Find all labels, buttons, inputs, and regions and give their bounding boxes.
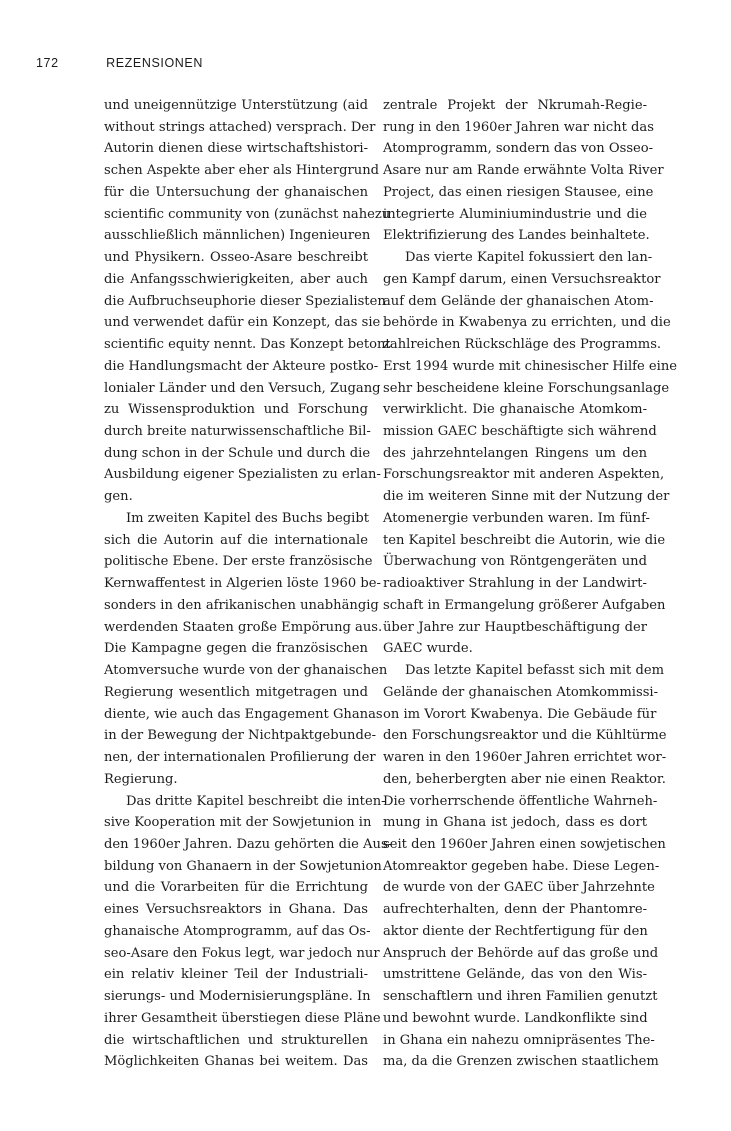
text-line: sierungs- und Modernisierungspläne. In	[104, 989, 371, 1005]
text-line: seit den 1960er Jahren einen sowjetischen	[383, 836, 666, 852]
text-line: zu Wissensproduktion und Forschung	[104, 402, 368, 418]
text-line: und uneigennützige Unterstützung (aid	[104, 98, 368, 113]
text-line: Das vierte Kapitel fokussiert den lan-	[405, 250, 653, 266]
text-line: eines Versuchsreaktors in Ghana. Das	[104, 902, 368, 918]
text-line: integrierte Aluminiumindustrie und die	[383, 206, 647, 222]
text-line: Forschungsreaktor mit anderen Aspekten,	[383, 467, 665, 483]
text-line: GAEC wurde.	[383, 641, 473, 657]
text-line: umstrittene Gelände, das von den Wis-	[383, 967, 647, 983]
text-line: sehr bescheidene kleine Forschungsanlage	[383, 380, 670, 396]
text-line: den 1960er Jahren. Dazu gehörten die Aus-	[104, 836, 393, 852]
text-line: Möglichkeiten Ghanas bei weitem. Das	[104, 1054, 368, 1070]
text-line: Anspruch der Behörde auf das große und	[383, 945, 659, 961]
text-line: des jahrzehntelangen Ringens um den	[383, 445, 647, 461]
text-line: schen Aspekte aber eher als Hintergrund	[104, 163, 380, 179]
text-line: scientific community von (zunächst nahezu	[104, 206, 391, 222]
right-text-column	[383, 95, 678, 1073]
text-line: Gelände der ghanaischen Atomkommissi-	[383, 684, 659, 700]
text-line: Im zweiten Kapitel des Buchs begibt	[126, 510, 369, 526]
text-line: für die Untersuchung der ghanaischen	[104, 184, 368, 200]
text-line: Autorin dienen diese wirtschaftshistori-	[104, 141, 368, 157]
text-line: in der Bewegung der Nichtpaktgebunde-	[104, 728, 376, 744]
text-line: gen.	[104, 489, 133, 505]
text-line: Die vorherrschende öffentliche Wahrneh-	[383, 793, 658, 809]
text-line: Überwachung von Röntgengeräten und	[383, 554, 647, 570]
text-line: scientific equity nennt. Das Konzept betont	[104, 337, 391, 353]
text-line: Kernwaffentest in Algerien löste 1960 be-	[104, 576, 381, 592]
text-line: auf dem Gelände der ghanaischen Atom-	[383, 293, 654, 309]
text-line: de wurde von der GAEC über Jahrzehnte	[383, 880, 655, 896]
left-text-column	[104, 95, 393, 1073]
text-line: die Aufbruchseuphorie dieser Spezialisten	[104, 293, 386, 309]
text-line: ein relativ kleiner Teil der Industriali-	[104, 967, 368, 983]
text-line: ihrer Gesamtheit überstiegen diese Pläne	[104, 1010, 381, 1026]
text-line: den Forschungsreaktor und die Kühltürme	[383, 728, 667, 744]
text-line: dung schon in der Schule und durch die	[104, 445, 371, 461]
text-line: diente, wie auch das Engagement Ghanas	[104, 706, 383, 722]
text-line: aktor diente der Rechtfertigung für den	[383, 923, 648, 939]
text-line: Atomversuche wurde von der ghanaischen	[104, 663, 388, 679]
text-line: die wirtschaftlichen und strukturellen	[104, 1032, 368, 1048]
text-line: Atomprogramm, sondern das von Osseo-	[383, 141, 654, 157]
text-line: ma, da die Grenzen zwischen staatlichem	[383, 1054, 659, 1070]
text-line: den, beherbergten aber nie einen Reaktor.	[383, 771, 666, 787]
text-line: senschaftlern und ihren Familien genutzt	[383, 989, 658, 1005]
text-line: radioaktiver Strahlung in der Landwirt-	[383, 576, 647, 592]
text-line: Erst 1994 wurde mit chinesischer Hilfe eine	[383, 358, 678, 374]
text-line: die im weiteren Sinne mit der Nutzung der	[383, 489, 670, 505]
text-line: Atomreaktor gegeben habe. Diese Legen-	[383, 858, 660, 874]
text-line: mission GAEC beschäftigte sich während	[383, 424, 657, 440]
text-line: Asare nur am Rande erwähnte Volta River	[383, 163, 664, 179]
text-line: Project, das einen riesigen Stausee, eine	[383, 184, 654, 200]
text-line: Regierung wesentlich mitgetragen und	[104, 684, 368, 700]
text-line: zentrale Projekt der Nkrumah-Regie-	[383, 98, 647, 113]
text-line: sich die Autorin auf die internationale	[104, 532, 368, 548]
text-line: nen, der internationalen Profilierung der	[104, 750, 376, 766]
text-line: und die Vorarbeiten für die Errichtung	[104, 880, 368, 896]
text-line: Das dritte Kapitel beschreibt die inten-	[126, 793, 386, 809]
text-line: Regierung.	[104, 771, 178, 787]
text-line: und verwendet dafür ein Konzept, das sie	[104, 315, 381, 331]
text-line: sonders in den afrikanischen unabhängig	[104, 597, 379, 613]
text-line: bildung von Ghanaern in der Sowjetunion	[104, 858, 382, 874]
text-line: in Ghana ein nahezu omnipräsentes The-	[383, 1032, 655, 1048]
text-line: mung in Ghana ist jedoch, dass es dort	[383, 815, 647, 831]
text-line: rung in den 1960er Jahren war nicht das	[383, 119, 654, 135]
text-line: ghanaische Atomprogramm, auf das Os-	[104, 923, 371, 939]
text-line: without strings attached) versprach. Der	[104, 119, 376, 135]
text-line: schaft in Ermangelung größerer Aufgaben	[383, 597, 666, 613]
text-line: verwirklicht. Die ghanaische Atomkom-	[383, 402, 647, 418]
text-line: und Physikern. Osseo-Asare beschreibt	[104, 250, 368, 266]
text-line: ausschließlich männlichen) Ingenieuren	[104, 228, 371, 244]
text-line: und bewohnt wurde. Landkonflikte sind	[383, 1010, 648, 1026]
text-line: on im Vorort Kwabenya. Die Gebäude für	[383, 706, 657, 722]
text-line: lonialer Länder und den Versuch, Zugang	[104, 380, 381, 396]
text-line: über Jahre zur Hauptbeschäftigung der	[383, 619, 647, 635]
text-line: werdenden Staaten große Empörung aus.	[104, 619, 383, 635]
text-line: Das letzte Kapitel befasst sich mit dem	[405, 663, 665, 679]
text-line: sive Kooperation mit der Sowjetunion in	[104, 815, 372, 831]
page-number: 172	[36, 56, 59, 70]
text-line: behörde in Kwabenya zu errichten, und die	[383, 315, 671, 331]
running-header	[36, 56, 203, 70]
text-line: politische Ebene. Der erste französische	[104, 554, 373, 570]
text-line: zahlreichen Rückschläge des Programms.	[383, 337, 662, 353]
text-line: gen Kampf darum, einen Versuchsreaktor	[383, 271, 661, 287]
text-line: waren in den 1960er Jahren errichtet wor-	[383, 750, 667, 766]
text-line: Elektrifizierung des Landes beinhaltete.	[383, 228, 650, 244]
text-line: aufrechterhalten, denn der Phantomre-	[383, 902, 647, 918]
text-line: Die Kampagne gegen die französischen	[104, 641, 368, 657]
text-line: Ausbildung eigener Spezialisten zu erlan-	[104, 467, 381, 483]
text-line: die Handlungsmacht der Akteure postko-	[104, 358, 379, 374]
text-line: Atomenergie verbunden waren. Im fünf-	[383, 510, 650, 526]
text-line: seo-Asare den Fokus legt, war jedoch nur	[104, 945, 380, 961]
text-line: ten Kapitel beschreibt die Autorin, wie die	[383, 532, 666, 548]
section-title: REZENSIONEN	[106, 56, 203, 70]
text-line: durch breite naturwissenschaftliche Bil-	[104, 424, 371, 440]
text-line: die Anfangsschwierigkeiten, aber auch	[104, 271, 368, 287]
